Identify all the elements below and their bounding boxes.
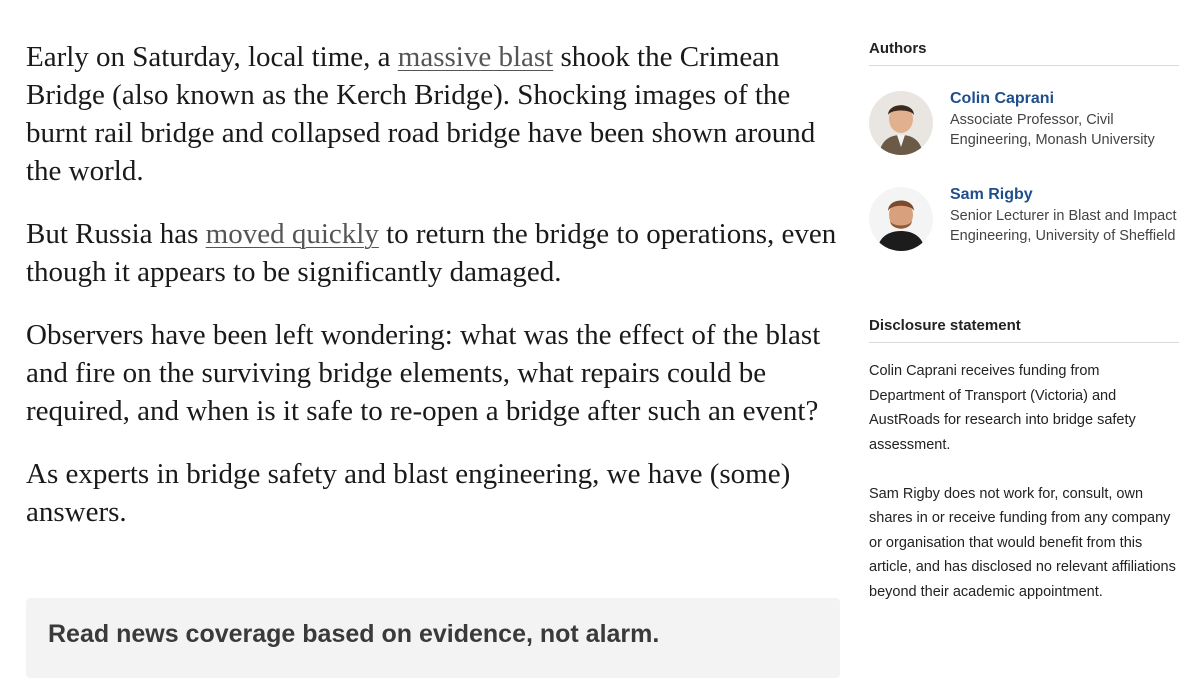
sidebar [869, 40, 1179, 604]
paragraph-text: Early on Saturday, local time, a [26, 41, 398, 73]
author-info [950, 89, 1178, 150]
author-role: Senior Lecturer in Blast and Impact Engineering, University of Sheffield [950, 208, 1177, 244]
avatar-photo-icon [869, 187, 933, 251]
disclosure-heading: Disclosure statement [869, 317, 1179, 343]
article-body [26, 38, 846, 556]
article-paragraph-1 [26, 38, 846, 190]
massive-blast-link[interactable]: massive blast [397, 41, 554, 73]
article-paragraph-4: As experts in bridge safety and blast engineering, we have (some) answers. [26, 458, 791, 528]
author-card [869, 91, 1179, 187]
cta-text: Read news coverage based on evidence, not alarm. [48, 620, 660, 648]
author-card [869, 187, 1179, 317]
author-avatar[interactable] [869, 187, 933, 251]
author-name-link[interactable]: Colin Caprani [950, 90, 1055, 107]
newsletter-cta-box[interactable] [26, 598, 840, 678]
author-avatar[interactable] [869, 91, 933, 155]
paragraph-text: to return the bridge to operations, even though it appears to be significantly damaged. [26, 218, 837, 288]
disclosure-paragraph: Sam Rigby does not work for, consult, own shares in or receive funding from any company or organisation that would benefit from this article, and has disclosed no relevant affiliations beyond their academic appointment. [869, 485, 1176, 600]
moved-quickly-link[interactable]: moved quickly [205, 218, 379, 250]
author-info [950, 185, 1178, 246]
paragraph-text: But Russia has [26, 218, 206, 250]
paragraph-text: shook the Crimean Bridge (also known as the Kerch Bridge). Shocking images of the burnt rail bridge and collapsed road bridge have been shown around the world. [26, 41, 816, 187]
authors-heading: Authors [869, 40, 1179, 66]
article-paragraph-2 [26, 215, 846, 291]
disclosure-paragraph: Colin Caprani receives funding from Department of Transport (Victoria) and AustRoads for research into bridge safety assessment. [869, 363, 1136, 453]
avatar-photo-icon [869, 91, 933, 155]
author-role: Associate Professor, Civil Engineering, Monash University [950, 112, 1155, 148]
author-name-link[interactable]: Sam Rigby [950, 186, 1033, 203]
article-paragraph-3: Observers have been left wondering: what was the effect of the blast and fire on the surviving bridge elements, what repairs could be required, and when is it safe to re-open a bridge after such an event? [26, 319, 821, 427]
